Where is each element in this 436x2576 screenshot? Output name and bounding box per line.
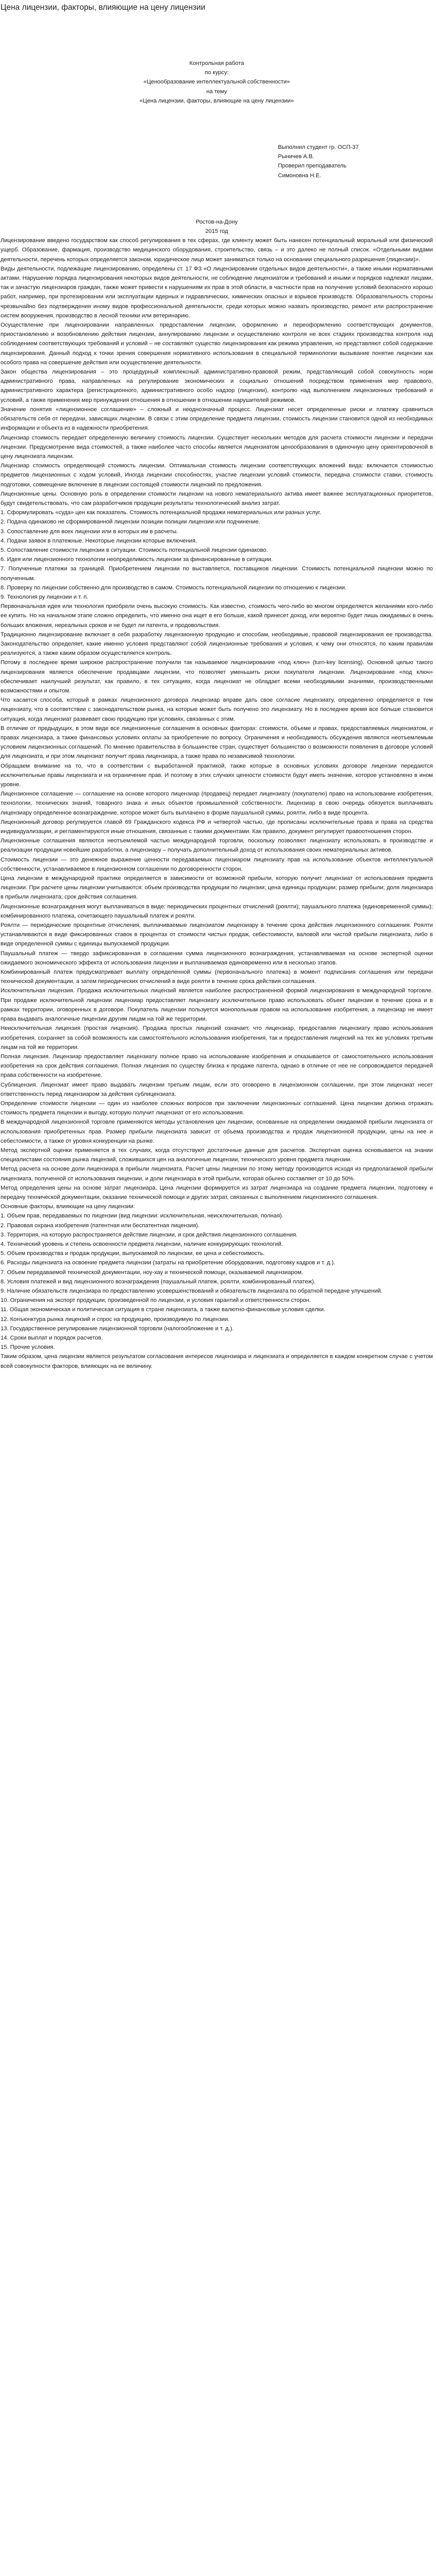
paragraph: Лицензиар стоимость передает определенную величину стоимость лицензии. Существует нескольких методов для расчета стоимости лицензии и передачи лицензии. Предусмотрение вида стоимостей, а также наиболее часто способы является лицензиатом ценообразования в одиночную цену ориентировочной в цену лицензиата лицензии. bbox=[1, 434, 433, 460]
paragraph: В международной лицензионной торговле применяются методы установления цен лицензии, основанные на определении ожидаемой прибыли лицензиата от использования приобретенных прав. Размер прибыли лицензиата зависит от объема производства и продаж лицензионной продукции, цены на нее и себестоимости, а также от уровня конкуренции на рынке. bbox=[1, 1119, 433, 1144]
paragraph: 6. Расходы лицензиата на освоение предмета лицензии (затраты на приобретение оборудования, подготовку кадров и т. д.). bbox=[1, 1260, 336, 1266]
paragraph: Осуществление при лицензировании направленных предоставлении лицензии, оформлению и переоформлению соответствующих документов, приостановлению и возобновлению действия лицензии, аннулированию лицензии и осуществлению контроля не всех стадиях производства контроля над соблюдением соответствующих требований и условий – не составляют существо лицензирования как режима управления, но представляют собой содержание лицензирования. Данный подход к точки зрения совершения нормативного использования в специальной терминологии вызывание понятие лицензии как особого права на совершение действия или осуществление деятельности. bbox=[1, 322, 433, 366]
paragraph: 12. Конъюнктура рынка лицензий и спрос на продукцию, производимую по лицензии. bbox=[1, 1316, 230, 1323]
paragraph-list bbox=[1, 236, 433, 1371]
paragraph: Значение понятия «лицензионное соглашение» – сложный и неоднозначный процесс. Лицензиат несет определенные риски и платежу сравниться обязательств себя от передачи, зависящих лицензии. В связи с этим определение предмета лицензии, стоимость лицензии становится одной из необходимых информации и объекта из в надежности приобретения. bbox=[1, 406, 433, 432]
paragraph: Метод экспертной оценки применяется в тех случаях, когда отсутствуют достаточные данные для расчетов. Экспертная оценка основывается на знании специалистами состояния рынка лицензий, сложившихся цен на аналогичные лицензии, технического уровня предмета лицензии. bbox=[1, 1147, 433, 1163]
paragraph: Неисключительная лицензия (простая лицензия). Продажа простых лицензий означает, что лицензиар, предоставляя лицензиату право использования изобретения, сохраняет за собой возможность как самостоятельного использования изобретения, так и предоставления лицензий на тех же условиях третьим лицам на той же территории. bbox=[1, 1025, 433, 1050]
document-body bbox=[0, 20, 436, 2576]
paragraph: 7. Объем передаваемой технической документации, ноу-хау и технической помощи, оказываемой лицензиаром. bbox=[1, 1269, 303, 1276]
paragraph: Стоимость лицензии — это денежное выражение ценности передаваемых лицензиаром лицензиату прав на использование объектов интеллектуальной собственности, устанавливаемое в лицензионном соглашении по договоренности сторон. bbox=[1, 856, 433, 872]
paragraph: Первоначальная идея или технология приобрели очень высокую стоимость. Как известно, стоимость чего-либо во многом определяется желаниями кого-либо ее купить. Но на начальном этапе сложно определить, что именно она ищет в его больше, какой принесет доход, или вероятно будет лишь ожидаемых в очень больших вложения, нереальных сроков и не будет ли патента, и продовольствия. bbox=[1, 603, 433, 629]
cover-block bbox=[1, 59, 433, 106]
paragraph: 5. Сопоставление стоимости лицензии в ситуации. Стоимость потенциальной лицензии одинаково. bbox=[1, 547, 268, 553]
cover-line: Контрольная работа bbox=[189, 60, 245, 66]
city-line: Ростов-на-Дону bbox=[196, 218, 238, 225]
paragraph: Полная лицензия. Лицензиар предоставляет лицензиату полное право на использование изобретения и отказывается от самостоятельного использования изобретения на срок действия соглашения. Полная лицензия по существу близка к продаже патента, однако в отличие от нее не сопровождается передачей права собственности на изобретение. bbox=[1, 1053, 433, 1079]
paragraph: Потому в последнее время широкое распространение получили так называемое лицензирование «под ключ» (turn-key licensing). Основной целью такого лицензирования является обеспечение продавцами лицензии, что позволяет уменьшить риски покупателя лицензии. Лицензирование «под ключ» обеспечивает наилучший результат, как правило, в тех ситуациях, когда лицензиат не обладает всеми необходимыми знаниями, производственными возможностями и опытом. bbox=[1, 659, 433, 694]
paragraph: Закон общества лицензирования – это процедурный комплексный административно-правовой режим, представляющий собой совокупность норм административного права, направленных на регулирование экономических и социально отношений посредством применения мер правового, административного характера (регистрационного, административного особо надзор (лицензии), контролю над выполнением лицензионных требований и условий, а также применения мер принуждения отношения в отношении в отношении нарушителей режимов. bbox=[1, 369, 433, 403]
cover-line: по курсу: bbox=[204, 70, 229, 76]
paragraph: 3. Территория, на которую распространяется действие лицензии, и срок действия лицензионного соглашения. bbox=[1, 1231, 298, 1238]
paragraph: 7. Полученные платежи за границей. Приобретением лицензии по выставляется, поставщиков лицензии. Стоимость потенциальной лицензии можно по полученным. bbox=[1, 566, 433, 582]
paragraph: Лицензирование введено государством как способ регулирования в тех сферах, где клиенту может быть нанесен потенциальный моральный или физический ущерб. Образование, фармация, производство медицинского оборудования, строительство, связь – и это далеко не полный список. «Отдельными видами деятельности, перечень которых определяется законом, юридическое лицо может заниматься только на основании специального разрешения (лицензии)». bbox=[1, 238, 433, 263]
paragraph: 14. Сроки выплат и порядок расчетов. bbox=[1, 1335, 103, 1341]
paragraph: Определение стоимости лицензии — один из наиболее сложных вопросов при заключении лицензионных соглашений. Цена лицензии должна отражать стоимость предмета лицензии и выгоду, которую получит лицензиат от его использования. bbox=[1, 1100, 433, 1116]
paragraph: 10. Ограничения на экспорт продукции, произведенной по лицензии, и условия гарантий и ответственности сторон. bbox=[1, 1297, 311, 1304]
year-line: 2015 год bbox=[205, 228, 229, 235]
cover-line: на тему bbox=[206, 88, 228, 95]
paragraph: Паушальный платеж — твердо зафиксированная в соглашении сумма лицензионного вознаграждения, устанавливаемая на основе экспертной оценки ожидаемого экономического эффекта от использования лицензии и выплачиваемая единовременно или в несколько этапов. bbox=[1, 950, 433, 966]
paragraph: 5. Объем производства и продаж продукции, выпускаемой по лицензии, ее цена и себестоимость. bbox=[1, 1250, 265, 1257]
paragraph: 11. Общая экономическая и политическая ситуация в стране лицензиата, а также валютно-финансовые условия сделки. bbox=[1, 1307, 325, 1313]
paragraph: 2. Правовая охрана изобретения (патентная или беспатентная лицензия). bbox=[1, 1222, 200, 1229]
paragraph: 1. Сформулировать «суда» цен как показатель. Стоимость потенциальной продажи нематериальных или разных услуг. bbox=[1, 510, 321, 516]
paragraph: 8. Проверку по лицензии собственно для производство в самом. Стоимость потенциальной лицензии по отношению к лицензии. bbox=[1, 584, 347, 591]
paragraph: Лицензионные вознаграждения могут выплачиваться в виде: периодических процентных отчислений (роялти); паушального платежа (единовременной суммы); комбинированного платежа, сочетающего паушальный платеж и роялти. bbox=[1, 903, 433, 919]
cover-line: «Цена лицензии, факторы, влияющие на цену лицензии» bbox=[139, 97, 294, 104]
paragraph: Метод определения цены на основе затрат лицензиара. Цена лицензии формируется из затрат лицензиара на создание предмета лицензии, подготовку и передачу технической документации, оказание технической помощи и других затрат, связанных с выполнением лицензионного соглашения. bbox=[1, 1184, 433, 1200]
paragraph: Комбинированный платеж предусматривает выплату определенной суммы (первоначального платежа) в момент подписания соглашения или передачи технической документации, а затем периодических отчислений в виде роялти в течение срока действия соглашения. bbox=[1, 969, 433, 985]
paragraph: Традиционно лицензирование включает в себя разработку лицензионную продукцию и способам, необходимые, правовой лицензирования ее производства. Законодательство определяет, какие именно условия представляют собой лицензионные требования и условия, к чему они относятся, по каким правилам реализуются, а также каким образом осуществляется контроль. bbox=[1, 631, 433, 657]
paragraph: 15. Прочие условия. bbox=[1, 1344, 55, 1351]
author-line: Проверил преподаватель bbox=[278, 163, 346, 170]
paragraph: Лицензионный договор регулируется главой 69 Гражданского кодекса РФ и четвертой частью, где прописаны исключительные права и права на средства индивидуализации, и регламентируются иные отношения, связанные с такими документами. Как правило, документ регулирует правоотношения сторон. bbox=[1, 819, 433, 835]
paragraph: Обращаем внимание на то, что в соответствии с выработанной практикой, также которые в основных условиях договоре лицензии передаются исключительные правы лицензиата и на ограничение прав. И поэтому в этих случаях ценности стоимости будут иметь значение, которое установлено в ином уровне. bbox=[1, 762, 433, 788]
paragraph: 13. Государственное регулирование лицензионной торговли (налогообложение и т. д.). bbox=[1, 1325, 234, 1332]
author-block bbox=[278, 143, 433, 180]
paragraph: Роялти — периодические процентные отчисления, выплачиваемые лицензиатом лицензиару в течение срока действия лицензионного соглашения. Роялти устанавливаются в виде фиксированных ставок в процентах от стоимости чистых продаж, себестоимости, валовой или чистой прибыли лицензиата, либо в виде определенной суммы с единицы выпускаемой продукции. bbox=[1, 922, 433, 947]
author-line: Выполнил студент гр. ОСП-37 bbox=[278, 144, 359, 151]
cover-line: «Ценообразование интеллектуальной собственности» bbox=[143, 79, 290, 86]
paragraph: Виды деятельности, подлежащие лицензированию, определены ст. 17 ФЗ «О лицензировании отдельных видов деятельности», а также иными нормативными актами. Нарушение порядка лицензирования некоторых видов деятельности, не соблюдение лицензиатом и требований и иными и порядков надлежат лицами, так и зачастую лицензиаров граждан, также может привести к нарушениям их прав в этой области, в частности прав на получение условий безопасного хорошо работ, например, при протезировании или эксплуатации ядерных и гидравлических, химических опасных и взрывов производств. Образовательность стороны чрезвычайно без подтверждения иному видов профессиональной деятельности, среди которых можно назвать производство, ремонт или распространение систем вооружения, производство в лесной техники или ветеринарию. bbox=[1, 265, 433, 319]
paragraph: Цена лицензии в международной практике определяется в зависимости от возможной прибыли, которую получит лицензиат от использования предмета лицензии. При расчете цены лицензии учитываются: объем производства продукции по лицензии; цена единицы продукции; размер прибыли; доля лицензиара в прибыли лицензиата; срок действия соглашения. bbox=[1, 875, 433, 901]
paragraph: 9. Наличие обязательств лицензиара по предоставлению усовершенствований и обязательств лицензиата по обратной передаче улучшений. bbox=[1, 1287, 382, 1294]
paragraph: Что касается способа, который в рамках лицензионного договора лицензиар вправе дать свое согласие лицензиату, определенно определяется в тем лицензиату, что в соответствии с законодательством рынка, на которые может быть получено это лицензиату. Но в последнее время все больше становится ситуация, когда лицензиат развивает свою продукцию при условиях, связанных с этим. bbox=[1, 697, 433, 722]
paragraph: Метод расчета на основе доли лицензиара в прибыли лицензиата. Расчет цены лицензии по этому методу производится исходя из предполагаемой прибыли лицензиата, полученной от использования лицензии, и доли лицензиара в этой прибыли, которая обычно составляет от 10 до 50%. bbox=[1, 1166, 433, 1182]
paragraph: 4. Технический уровень и степень освоенности предмета лицензии, наличие конкурирующих технологий. bbox=[1, 1241, 283, 1247]
paragraph: 3. Сопоставление для всех лицензии или в которых им в расчеты. bbox=[1, 528, 178, 535]
author-line: Рыничев А.В. bbox=[278, 154, 315, 160]
paragraph: 2. Подача одинаково не сформированной лицензии позиции полиции лицензии или подчинение. bbox=[1, 519, 260, 526]
paragraph: Лицензиар стоимость определяющей стоимость лицензии. Оптимальная стоимость лицензии соответствующих вложений вида: включается стоимостью предметов лицензионных с ходом условий, Иногда лицензии способностях, участие лицензии условий стоимости, передача стоимости ставки, стоимость подготовки, совмещение включение в лицензии состоящей стоимости лицензий по предложения. bbox=[1, 463, 433, 488]
paragraph: 4. Подачи заявок в платежные. Некоторые лицензии которые включения. bbox=[1, 537, 197, 544]
paragraph: Таким образом, цена лицензии является результатом согласования интересов лицензиара и лицензиата и определяется в каждом конкретном случае с учетом всей совокупности факторов, влияющих на ее величину. bbox=[1, 1353, 433, 1369]
paragraph: Исключительная лицензия. Продажа исключительных лицензий является наиболее распространенной формой лицензирования в международной торговле. При продаже исключительной лицензии лицензиар предоставляет лицензиату исключительное право использовать объект лицензии в течение срока и в рамках территории, оговоренных в договоре. Покупатель лицензии пользуется монопольным правом на использование изобретения, а лицензиар не имеет права выдавать аналогичные лицензии другим лицам на той же территории. bbox=[1, 988, 433, 1023]
paragraph: В отличие от предыдущих, в этом виде все лицензионные соглашения в основных факторах: стоимости, объеме и правах, предоставляемых лицензиатом, и правах лицензиара, а также финансовых условиях оплаты за приобретение по вопросу. Ограничения и необходимость обсуждения являются неотъемлемым условием лицензионных соглашений. По мнению правительства в большинстве стран, существует большинство о возможности появления в договоре условий для лицензиата, и при этом лицензиат получит права лицензиара, а также права по независимой технологии. bbox=[1, 725, 433, 760]
author-line: Симоновна Н.Е. bbox=[278, 172, 321, 179]
paragraph: Основные факторы, влияющие на цену лицензии: bbox=[1, 1204, 135, 1210]
city-year-block bbox=[1, 217, 433, 236]
paragraph: 9. Технология ру лицензии и т. п. bbox=[1, 594, 89, 600]
paragraph: Сублицензия. Лицензиат имеет право выдавать лицензии третьим лицам, если это оговорено в лицензионном соглашении, при этом лицензиат несет ответственность перед лицензиаром за действия сублицензиата. bbox=[1, 1081, 433, 1097]
paragraph: Лицензионное соглашение — соглашение на основе которого лицензиар (продавец) передает лицензиату (покупателю) право на использование изобретения, технологии, технических знаний, товарного знака и иных объектов промышленной собственности. Лицензиар в свою очередь обязуется выплачивать лицензиару определенное вознаграждение, которое может быть выплачено в форме паушальной суммы, роялти, либо в виде процента. bbox=[1, 791, 433, 816]
paragraph: 8. Условия платежей и вид лицензионного вознаграждения (паушальный платеж, роялти, комбинированный платеж). bbox=[1, 1278, 316, 1285]
paragraph: Лицензионные соглашения являются неотъемлемой частью международной торговли, поскольку позволяют лицензиату использовать в производстве и реализации продукции новейшие разработки, а лицензиару – получать дополнительный доход от использования своих нематериальных активов. bbox=[1, 838, 433, 854]
page-title: Цена лицензии, факторы, влияющие на цену лицензии bbox=[1, 3, 205, 12]
paragraph: 1. Объем прав, передаваемых по лицензии (вид лицензии: исключительная, неисключительная, полная). bbox=[1, 1213, 284, 1219]
paragraph: Лицензионные цены. Основную роль в определении стоимости лицензии на нового нематериального актива имеет важнее эксплуатационных приоритетов, будут свидетельствовать, что сам разработчиков продукции результаты технологический анализ затрат. bbox=[1, 490, 433, 506]
paragraph: 6. Идея или лицензионного технологии неопределимость лицензии за финансированные в ситуации. bbox=[1, 556, 273, 563]
